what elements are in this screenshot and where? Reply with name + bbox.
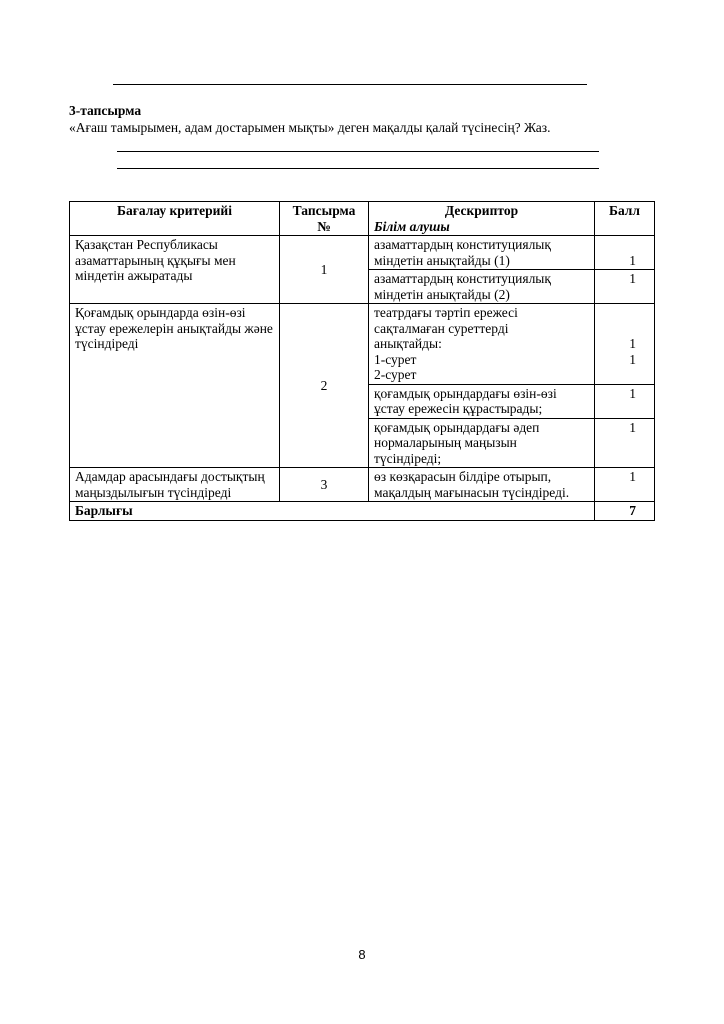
- descriptor-line: мақалдың мағынасын түсіндіреді.: [374, 484, 570, 500]
- descriptor-line: анықтайды:: [374, 336, 442, 351]
- total-row: [70, 502, 655, 521]
- rubric-table: [69, 201, 655, 521]
- descriptor-cell: [369, 304, 595, 385]
- descriptor-cell: [369, 418, 595, 468]
- task-number-cell: 2: [280, 304, 369, 468]
- total-value: 7: [595, 502, 655, 521]
- descriptor-line: міндетін анықтайды (1): [374, 252, 510, 268]
- score-cell: 1: [595, 270, 655, 304]
- answer-line-2: [117, 168, 599, 169]
- score-cell: 1: [595, 384, 655, 418]
- task-prompt: «Ағаш тамырымен, адам достарымен мықты» деген мақалды қалай түсінесің? Жаз.: [69, 120, 551, 135]
- table-row: [70, 236, 655, 270]
- score-cell: [595, 304, 655, 385]
- score-cell: 1: [595, 468, 655, 502]
- header-task-line1: Тапсырма: [292, 203, 356, 218]
- score-value: 1: [629, 336, 636, 351]
- descriptor-line: 1-сурет: [374, 351, 417, 367]
- header-score: Балл: [595, 202, 655, 236]
- page-number: 8: [358, 947, 366, 962]
- score-cell: 1: [595, 418, 655, 468]
- descriptor-line: міндетін анықтайды (2): [374, 286, 510, 302]
- descriptor-line: театрдағы тәртіп ережесі: [374, 305, 518, 320]
- descriptor-line: қоғамдық орындардағы әдеп: [374, 419, 540, 435]
- task-number-cell: 1: [280, 236, 369, 304]
- header-descriptor: [369, 202, 595, 236]
- header-criteria: Бағалау критерийі: [70, 202, 280, 236]
- criteria-cell: Қазақстан Республикасы азаматтарының құқығы мен міндетін ажыратады: [70, 236, 280, 304]
- answer-line-1: [117, 151, 599, 152]
- descriptor-cell: [369, 270, 595, 304]
- table-row: [70, 468, 655, 502]
- header-task-line2: №: [317, 218, 331, 234]
- criteria-cell: Адамдар арасындағы достықтың маңыздылығын түсіндіреді: [70, 468, 280, 502]
- criteria-cell: Қоғамдық орындарда өзін-өзі ұстау ережелерін анықтайды және түсіндіреді: [70, 304, 280, 468]
- descriptor-cell: [369, 236, 595, 270]
- score-value: 1: [629, 351, 636, 367]
- header-descriptor-title: Дескриптор: [444, 203, 519, 218]
- descriptor-line: 2-сурет: [374, 367, 417, 382]
- descriptor-line: сақталмаған суреттерді: [374, 320, 509, 336]
- descriptor-line: азаматтардың конституциялық: [374, 237, 551, 252]
- descriptor-line: азаматтардың конституциялық: [374, 271, 551, 286]
- total-label: Барлығы: [70, 502, 595, 521]
- descriptor-line: өз көзқарасын білдіре отырып,: [374, 469, 552, 484]
- task-title: 3-тапсырма: [69, 103, 142, 118]
- header-task: [280, 202, 369, 236]
- descriptor-line: нормаларының маңызын: [374, 435, 517, 450]
- descriptor-line: түсіндіреді;: [374, 450, 442, 466]
- descriptor-cell: [369, 384, 595, 418]
- task-number-cell: 3: [280, 468, 369, 502]
- descriptor-line: қоғамдық орындардағы өзін-өзі: [374, 385, 557, 401]
- header-descriptor-sub: Білім алушы: [374, 218, 450, 234]
- descriptor-cell: [369, 468, 595, 502]
- score-cell: 1: [595, 236, 655, 270]
- top-divider: [113, 84, 587, 85]
- table-header-row: [70, 202, 655, 236]
- table-row: [70, 304, 655, 385]
- descriptor-line: ұстау ережесін құрастырады;: [374, 401, 543, 416]
